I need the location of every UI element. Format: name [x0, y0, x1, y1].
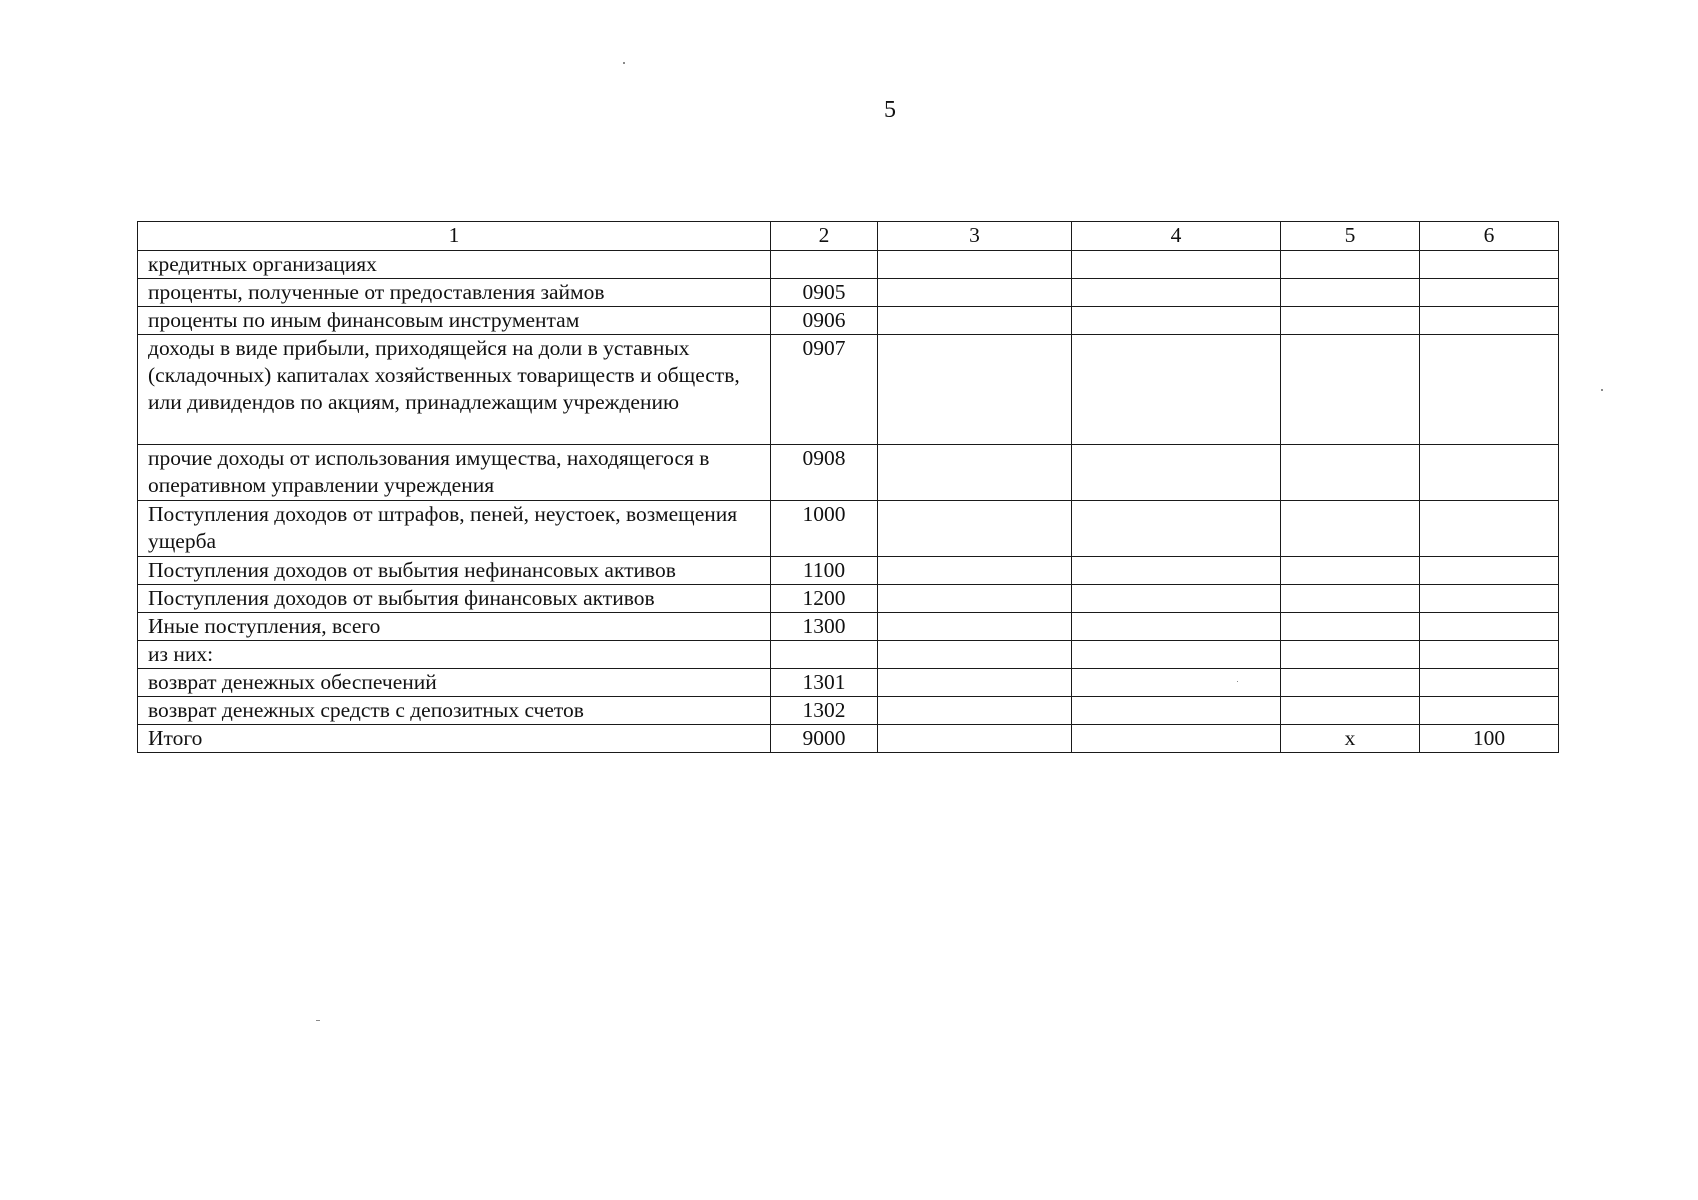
row-cell — [1420, 501, 1559, 557]
row-code: 0907 — [771, 335, 878, 445]
row-cell — [1420, 557, 1559, 585]
row-cell — [1072, 697, 1281, 725]
row-name: возврат денежных средств с депозитных счетов — [138, 697, 771, 725]
row-code: 1200 — [771, 585, 878, 613]
row-cell — [878, 279, 1072, 307]
row-cell — [1072, 669, 1281, 697]
row-cell — [1281, 697, 1420, 725]
row-cell — [1072, 501, 1281, 557]
row-cell — [1420, 279, 1559, 307]
row-cell — [1281, 669, 1420, 697]
table-header-row — [138, 222, 1559, 251]
row-code: 9000 — [771, 725, 878, 753]
row-cell: 100 — [1420, 725, 1559, 753]
row-name: из них: — [138, 641, 771, 669]
row-cell — [1420, 251, 1559, 279]
table-row — [138, 501, 1559, 557]
row-name: доходы в виде прибыли, приходящейся на доли в уставных (складочных) капиталах хозяйственных товариществ и обществ, или дивидендов по акциям, принадлежащим учреждению — [138, 335, 771, 445]
report-table — [137, 221, 1559, 753]
row-cell — [878, 557, 1072, 585]
row-cell — [1420, 335, 1559, 445]
row-code: 0906 — [771, 307, 878, 335]
row-cell — [1420, 445, 1559, 501]
row-code — [771, 641, 878, 669]
row-cell — [878, 501, 1072, 557]
row-cell — [1072, 641, 1281, 669]
row-cell — [1281, 335, 1420, 445]
row-cell — [1420, 697, 1559, 725]
row-cell — [878, 445, 1072, 501]
row-code: 1302 — [771, 697, 878, 725]
row-name: Поступления доходов от выбытия финансовых активов — [138, 585, 771, 613]
row-code: 1100 — [771, 557, 878, 585]
row-cell — [878, 613, 1072, 641]
row-cell — [1281, 251, 1420, 279]
table-row — [138, 557, 1559, 585]
row-cell — [1281, 585, 1420, 613]
row-cell — [1072, 557, 1281, 585]
row-name: кредитных организациях — [138, 251, 771, 279]
row-cell — [878, 585, 1072, 613]
row-cell — [878, 307, 1072, 335]
table-row — [138, 445, 1559, 501]
row-cell — [1281, 445, 1420, 501]
table-row — [138, 307, 1559, 335]
row-code: 1301 — [771, 669, 878, 697]
scan-speck — [1237, 681, 1238, 682]
table-row-total — [138, 725, 1559, 753]
row-cell — [1072, 335, 1281, 445]
column-header: 1 — [138, 222, 771, 251]
row-code: 1300 — [771, 613, 878, 641]
table-row — [138, 641, 1559, 669]
row-cell — [1420, 641, 1559, 669]
row-cell — [878, 641, 1072, 669]
row-cell — [1420, 307, 1559, 335]
page-number: 5 — [884, 97, 896, 123]
row-cell — [1420, 613, 1559, 641]
table-row — [138, 585, 1559, 613]
row-code: 0905 — [771, 279, 878, 307]
row-cell — [1281, 557, 1420, 585]
row-cell — [1072, 279, 1281, 307]
row-cell — [1072, 251, 1281, 279]
row-name: Поступления доходов от выбытия нефинансовых активов — [138, 557, 771, 585]
column-header: 6 — [1420, 222, 1559, 251]
column-header: 5 — [1281, 222, 1420, 251]
table-row — [138, 613, 1559, 641]
row-name: Иные поступления, всего — [138, 613, 771, 641]
scan-speck — [1601, 389, 1603, 391]
row-code: 1000 — [771, 501, 878, 557]
row-cell — [1281, 641, 1420, 669]
row-code — [771, 251, 878, 279]
row-cell — [1072, 445, 1281, 501]
row-name: возврат денежных обеспечений — [138, 669, 771, 697]
row-cell — [1072, 585, 1281, 613]
row-name: прочие доходы от использования имущества, находящегося в оперативном управлении учреждения — [138, 445, 771, 501]
row-cell — [1281, 307, 1420, 335]
row-cell — [878, 251, 1072, 279]
row-cell — [1072, 613, 1281, 641]
row-cell — [1281, 613, 1420, 641]
column-header: 3 — [878, 222, 1072, 251]
scan-speck — [316, 1020, 320, 1021]
table-row — [138, 669, 1559, 697]
row-name: проценты по иным финансовым инструментам — [138, 307, 771, 335]
row-cell: х — [1281, 725, 1420, 753]
column-header: 4 — [1072, 222, 1281, 251]
row-name: проценты, полученные от предоставления займов — [138, 279, 771, 307]
table-row — [138, 335, 1559, 445]
row-cell — [1420, 669, 1559, 697]
row-cell — [878, 725, 1072, 753]
row-cell — [878, 697, 1072, 725]
row-cell — [1072, 725, 1281, 753]
row-cell — [1281, 501, 1420, 557]
table-row — [138, 697, 1559, 725]
row-name: Поступления доходов от штрафов, пеней, неустоек, возмещения ущерба — [138, 501, 771, 557]
scan-speck — [623, 62, 625, 64]
row-cell — [1420, 585, 1559, 613]
row-name: Итого — [138, 725, 771, 753]
table-row — [138, 251, 1559, 279]
row-cell — [878, 335, 1072, 445]
row-cell — [1072, 307, 1281, 335]
row-code: 0908 — [771, 445, 878, 501]
table-row — [138, 279, 1559, 307]
column-header: 2 — [771, 222, 878, 251]
row-cell — [878, 669, 1072, 697]
row-cell — [1281, 279, 1420, 307]
